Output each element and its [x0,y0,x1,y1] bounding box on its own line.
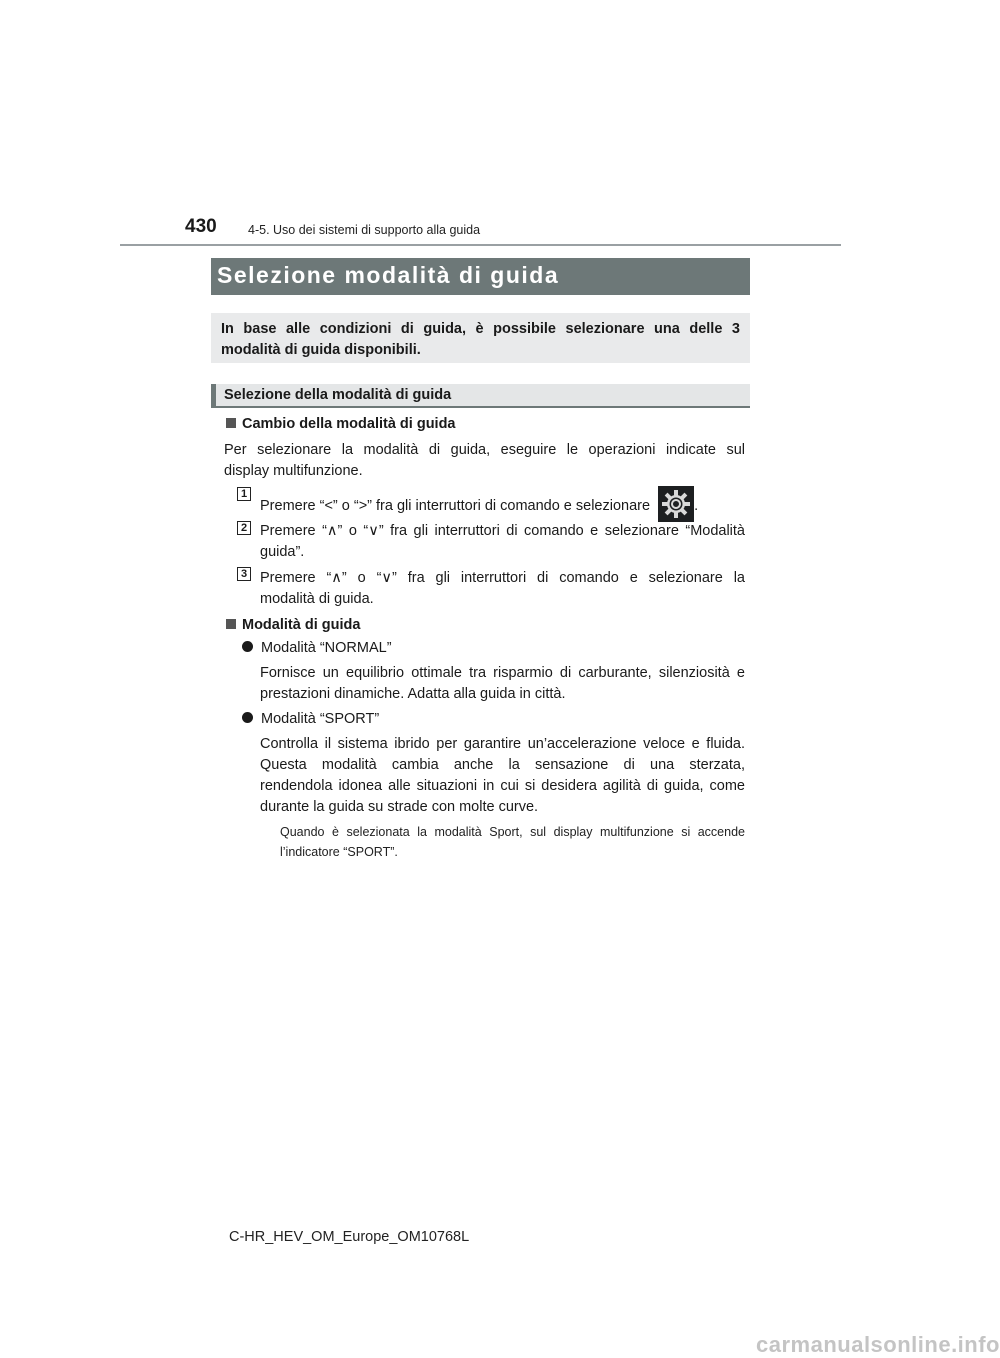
intro-box [211,313,750,363]
page-title: Selezione modalità di guida [217,262,560,288]
step-1-text [260,486,750,522]
mode-normal-line-1: Fornisce un equilibrio ottimale tra risparmio di carburante, silenziosità e [260,665,745,681]
step-3-number: 3 [237,567,251,581]
square-bullet-icon [226,619,236,629]
bullet-dot-icon [242,641,253,652]
step-1-line-1-end: . [694,498,699,514]
mode-sport-title [242,709,379,730]
mode-normal-title [242,638,392,659]
step-1-number: 1 [237,487,251,501]
bullet-dot-icon [242,712,253,723]
step-3-line-1: Premere “∧” o “∨” fra gli interruttori di comando e selezionare la [260,570,745,586]
mode-sport-name: Modalità “SPORT” [261,711,380,727]
step-2-line-2: guida”. [260,544,305,560]
change-mode-heading-text: Cambio della modalità di guida [242,416,456,432]
subsection-header: Selezione della modalità di guida [211,384,750,408]
intro-line-1: In base alle condizioni di guida, è possibile selezionare una delle 3 [221,321,740,337]
mode-sport-line-4: durante la guida su strade con molte curve. [260,799,539,815]
watermark: carmanualsonline.info [756,1332,1000,1357]
title-bar [211,258,750,295]
note-line-1: Quando è selezionata la modalità Sport, sul display multifunzione si accende [280,825,745,839]
header-rule [120,244,841,246]
mode-normal-name: Modalità “NORMAL” [261,640,392,656]
square-bullet-icon [226,418,236,428]
note-line-2: l’indicatore “SPORT”. [280,845,398,859]
footer-doc-code: C-HR_HEV_OM_Europe_OM10768L [229,1229,470,1245]
step-2-number: 2 [237,521,251,535]
modes-heading [226,617,360,633]
settings-gear-icon [658,486,694,522]
modes-heading-text: Modalità di guida [242,617,361,633]
mode-normal-line-2: prestazioni dinamiche. Adatta alla guida in città. [260,686,566,702]
change-mode-text-line-1: Per selezionare la modalità di guida, eseguire le operazioni indicate sul [224,442,745,458]
change-mode-heading [226,416,456,432]
step-1-line-1: Premere “<” o “>” fra gli interruttori di comando e selezionare [260,498,651,514]
step-2-line-1: Premere “∧” o “∨” fra gli interruttori di comando e selezionare “Modalità [260,523,745,539]
mode-sport-line-2: Questa modalità cambia anche la sensazione di una sterzata, [260,757,745,773]
page-number: 430 [185,216,217,237]
intro-line-2: modalità di guida disponibili. [221,342,421,358]
mode-sport-line-3: rendendola idonea alle situazioni in cui si desidera agilità di guida, come [260,778,745,794]
mode-sport-line-1: Controlla il sistema ibrido per garantire un’accelerazione veloce e fluida. [260,736,745,752]
change-mode-text-line-2: display multifunzione. [224,463,363,479]
step-3-line-2: modalità di guida. [260,591,374,607]
section-header: 4-5. Uso dei sistemi di supporto alla guida [248,223,481,237]
